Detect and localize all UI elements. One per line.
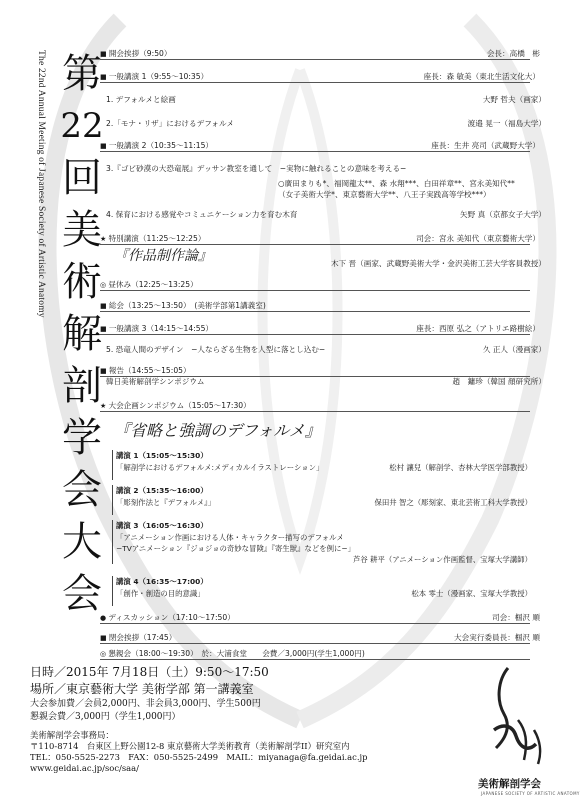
program-row	[278, 189, 588, 201]
program-row-label: ■ 閉会挨拶（17:45）	[100, 632, 176, 643]
lecture-speaker: 芦谷 耕平（アニメーション作画監督、宝塚大学講師）	[352, 555, 532, 564]
event-fee: 大会参加費／会員2,000円、非会員3,000円、学生500円	[30, 699, 261, 709]
program-row-speaker: 渡邉 晃一（福島大学）	[467, 119, 546, 128]
title-char: 会	[62, 467, 102, 513]
divider	[100, 659, 530, 660]
program-row-label: ◎ 懇親会（18:00〜19:30） 於：大浦食堂 会費／3,000円(学生1,000円)	[100, 648, 365, 659]
program-row-label: ■ 一般講演 2（10:35〜11:15）	[100, 140, 213, 151]
title-char: 解	[62, 311, 102, 357]
divider	[100, 411, 530, 412]
title-char: 大	[62, 519, 102, 565]
event-info	[30, 664, 367, 774]
lecture-bracket	[112, 576, 114, 606]
lecture-title: 「アニメーション作画における人体・キャラクター描写のデフォルメ	[116, 533, 344, 542]
program-row-label: （女子美術大学*、東京藝術大学**、八王子実践高等学校***）	[278, 190, 491, 199]
event-date: 日時／2015年 7月18日（土）9:50〜17:50	[30, 665, 269, 679]
program-row	[106, 118, 546, 130]
office-address: 〒110-8714 台東区上野公園12-8 東京藝術大学美術教育（美術解剖学II）研究室内	[30, 741, 350, 751]
divider	[100, 623, 530, 624]
lecture-heading: 講演 2（15:35〜16:00）	[116, 486, 208, 495]
program-row	[106, 376, 546, 388]
lecture-speaker: 松村 讓兒（解剖学、杏林大学医学部教授）	[389, 463, 532, 472]
program-row-label: ● ディスカッション（17:10〜17:50）	[100, 612, 235, 623]
title-char: 学	[62, 415, 102, 461]
program-row-speaker: 矢野 真（京都女子大学）	[460, 210, 546, 219]
program-row-label: ■ 報告（14:55〜15:05）	[100, 365, 191, 376]
program-row-speaker: 座長：西原 弘之（アトリエ路樹絵）	[416, 324, 540, 333]
program-row	[106, 94, 546, 106]
vertical-subtitle: The 22nd Annual Meeting of Japanese Society of Artistic Anatomy	[36, 50, 46, 318]
title-char: 第	[62, 51, 102, 97]
program-row-label: ○廣田まりも*、福岡龍太**、森 水翔***、白田祥章**、宮永美知代**	[278, 179, 515, 188]
program-row-label: ■ 開会挨拶（9:50）	[100, 48, 171, 59]
lecture-title: 「解剖学におけるデフォルメ:メディカルイラストレーション」	[116, 463, 324, 472]
program-row-speaker: 木下 晋（画家、武蔵野美術大学・金沢美術工芸大学客員教授）	[330, 259, 546, 268]
office-heading: 美術解剖学会事務局：	[30, 730, 114, 740]
divider	[100, 290, 530, 291]
divider	[100, 643, 530, 644]
lecture-bracket	[112, 485, 114, 515]
program-row-label: 韓日美術解剖学シンポジウム	[106, 377, 205, 386]
event-party-fee: 懇親会費／3,000円（学生1,000円）	[30, 712, 181, 722]
program-row-label: ■ 一般講演 3（14:15〜14:55）	[100, 323, 213, 334]
program-row-label: ★ 特別講演（11:25〜12:25）	[100, 233, 205, 244]
program-row-label: ■ 総会（13:25〜13:50） (美術学部第1講義室)	[100, 300, 266, 311]
society-logo-sub: JAPANESE SOCIETY OF ARTISTIC ANATOMY	[481, 791, 580, 796]
divider	[100, 151, 530, 152]
program-row-speaker: 久 正人（漫画家）	[482, 345, 546, 354]
program-row-speaker: 大野 哲夫（画家）	[482, 95, 546, 104]
lecture-title: 「創作・創造の目的意識」	[116, 589, 205, 598]
lecture-title: 「彫刻作法と『デフォルメ』」	[116, 498, 216, 507]
program-row-label: 4. 保育における感覚やコミュニケーション力を育む木育	[106, 210, 298, 219]
program-row-label: ★ 大会企画シンポジウム（15:05〜17:30）	[100, 400, 251, 411]
title-char: 22	[60, 106, 104, 146]
divider	[100, 311, 530, 312]
title-char: 美	[62, 207, 102, 253]
divider	[100, 59, 530, 60]
divider	[100, 334, 530, 335]
program-row-speaker: 司会：宮永 美知代（東京藝術大学）	[416, 234, 540, 243]
program-row-label: 5. 恐竜人間のデザイン −人ならざる生物を人型に落とし込む−	[106, 345, 326, 354]
program-row-label: ◎ 昼休み（12:25〜13:25）	[100, 279, 198, 290]
lecture-heading: 講演 1（15:05〜15:30）	[116, 451, 208, 460]
program-row-label: 2.「モナ・リザ」におけるデフォルメ	[106, 119, 234, 128]
program-row	[106, 209, 546, 221]
program-row-speaker: 会長：高橋 彬	[486, 49, 540, 58]
program-row-label: ■ 一般講演 1（9:55〜10:35）	[100, 71, 208, 82]
program-row-speaker: 司会：椢沢 順	[492, 613, 540, 622]
title-char: 剖	[62, 363, 102, 409]
lecture-speaker: 松本 零士（漫画家、宝塚大学教授）	[411, 589, 532, 598]
lecture-title-2: −TVアニメーション『ジョジョの奇妙な冒険』『寄生獣』などを例に−」	[116, 544, 356, 553]
program-row	[106, 163, 546, 175]
divider	[100, 82, 530, 83]
lecture-heading: 講演 4（16:35〜17:00）	[116, 577, 208, 586]
program-row-label: 1. デフォルメと絵画	[106, 95, 176, 104]
program-row-speaker: 大会実行委員長：椢沢 順	[454, 633, 540, 642]
program-row-speaker: 座長：森 敏美（東北生活文化大）	[423, 72, 540, 81]
lecture-speaker: 保田井 智之（彫刻家、東北芸術工科大学教授）	[374, 498, 532, 507]
program-row-speaker: 趙 鏞珍（韓国 顔研究所）	[452, 377, 546, 386]
title-char: 会	[62, 571, 102, 617]
office-url[interactable]: www.geidai.ac.jp/soc/saa/	[30, 763, 139, 773]
program-row	[106, 344, 546, 356]
vertical-title	[58, 48, 106, 620]
symposium-title: 『省略と強調のデフォルメ』	[114, 421, 321, 440]
program-row-label: 3.『ゴビ砂漠の大恐竜展』デッサン教室を通して −実物に触れることの意味を考える−	[106, 164, 407, 173]
lecture-bracket	[112, 450, 114, 480]
society-logo-mark	[468, 660, 558, 788]
title-char: 回	[62, 155, 102, 201]
office-contact: TEL：050-5525-2273 FAX：050-5525-2499 MAIL：miyanaga@fa.geidai.ac.jp	[30, 752, 368, 762]
event-place: 場所／東京藝術大学 美術学部 第一講義室	[30, 682, 254, 696]
special-lecture-title: 『作品制作論』	[114, 248, 212, 264]
lecture-bracket	[112, 520, 114, 564]
society-logo-name: 美術解剖学会	[478, 778, 541, 790]
title-char: 術	[62, 259, 102, 305]
program-row-speaker: 座長：生井 亮司（武蔵野大学）	[431, 141, 540, 150]
lecture-heading: 講演 3（16:05〜16:30）	[116, 521, 208, 530]
